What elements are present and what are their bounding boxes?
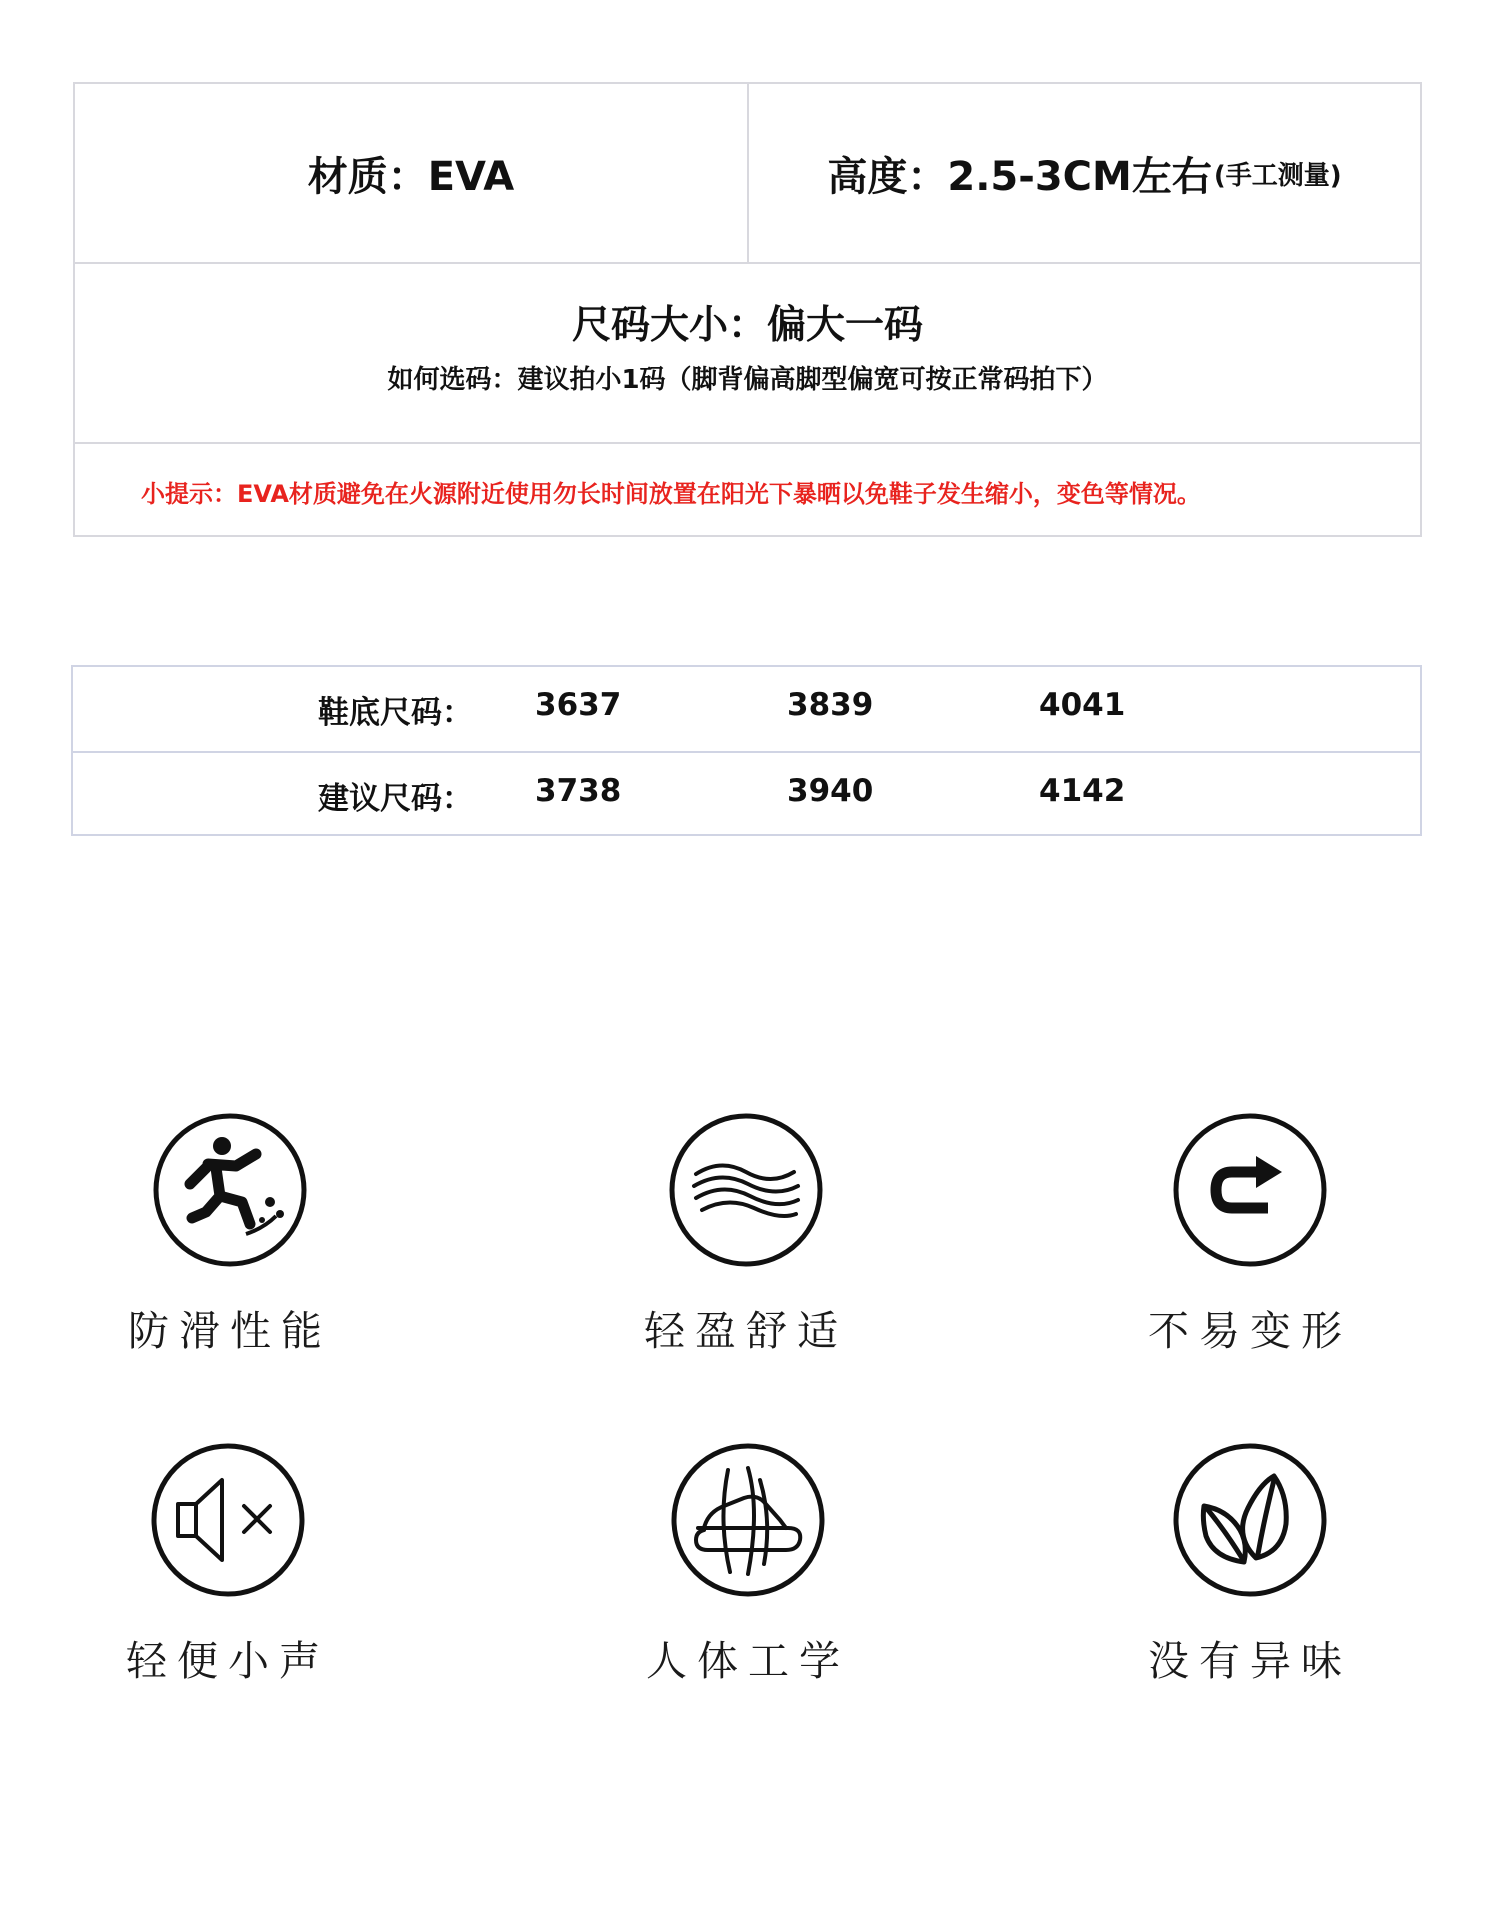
- material-text: 材质：EVA: [307, 153, 515, 200]
- row-label: 建议尺码：: [318, 781, 473, 817]
- ergonomic-icon: [668, 1440, 828, 1600]
- feature-label: 人体工学: [646, 1637, 850, 1685]
- size-value: 3839: [787, 687, 874, 723]
- spec-table: [73, 82, 1422, 537]
- feature-label: 防滑性能: [128, 1307, 332, 1355]
- feature-label: 轻便小声: [126, 1637, 330, 1685]
- size-advice: 如何选码：建议拍小1码（脚背偏高脚型偏宽可按正常码拍下）: [387, 365, 1108, 395]
- feature-no-deform: [1100, 1110, 1400, 1370]
- feature-odorless: [1100, 1440, 1400, 1700]
- table-row: [73, 753, 1420, 837]
- size-value: 3940: [787, 773, 874, 809]
- spec-row-tip: [75, 444, 1420, 537]
- feature-quiet: [78, 1440, 378, 1700]
- leaf-icon: [1170, 1440, 1330, 1600]
- material-cell: [75, 84, 749, 262]
- row-label: 鞋底尺码：: [318, 695, 473, 731]
- mute-speaker-icon: [148, 1440, 308, 1600]
- size-table: [71, 665, 1422, 836]
- height-note: (手工测量): [1213, 160, 1342, 191]
- height-cell: [749, 84, 1420, 262]
- spec-row-size: [75, 264, 1420, 444]
- height-text: 高度：2.5-3CM左右: [827, 153, 1212, 200]
- size-value: 4041: [1039, 687, 1126, 723]
- lightweight-wave-icon: [666, 1110, 826, 1270]
- feature-label: 不易变形: [1148, 1307, 1352, 1355]
- size-value: 4142: [1039, 773, 1126, 809]
- feature-label: 轻盈舒适: [644, 1307, 848, 1355]
- table-row: [73, 667, 1420, 753]
- feature-label: 没有异味: [1148, 1637, 1352, 1685]
- feature-lightweight: [596, 1110, 896, 1370]
- spec-row-material-height: [75, 84, 1420, 264]
- size-title: 尺码大小：偏大一码: [571, 303, 923, 348]
- size-value: 3738: [535, 773, 622, 809]
- rebound-arrow-icon: [1170, 1110, 1330, 1270]
- size-value: 3637: [535, 687, 622, 723]
- feature-anti-slip: [80, 1110, 380, 1370]
- tip-text: 小提示：EVA材质避免在火源附近使用勿长时间放置在阳光下暴晒以免鞋子发生缩小，变色等情况。: [141, 480, 1201, 508]
- feature-ergonomic: [598, 1440, 898, 1700]
- anti-slip-icon: [150, 1110, 310, 1270]
